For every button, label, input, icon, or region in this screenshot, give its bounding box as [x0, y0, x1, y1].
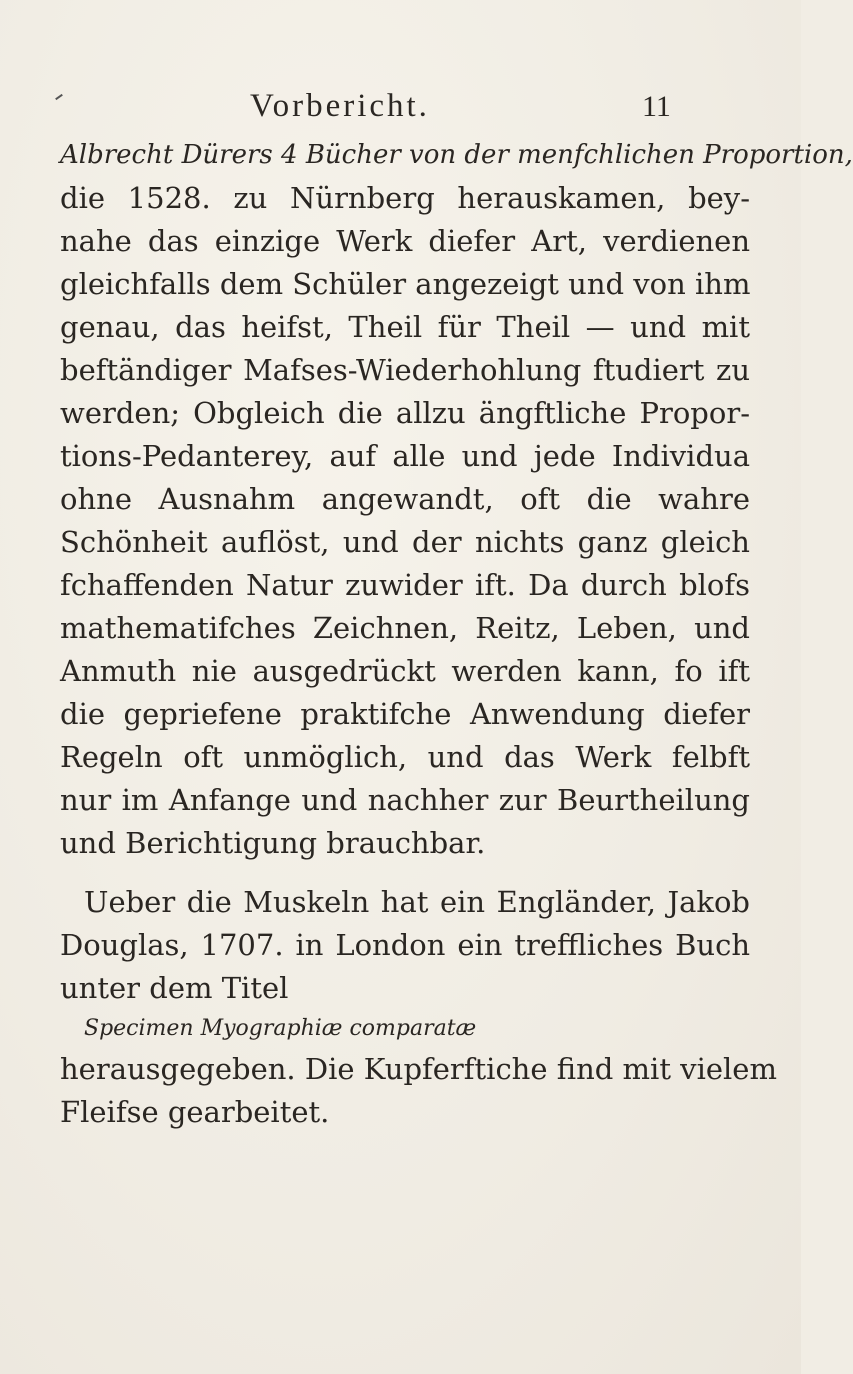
text-line: fchaffenden Natur zuwider ift. Da durch blofs: [60, 568, 750, 602]
text-line: beftändiger Mafses-Wiederhohlung ftudiert zu: [60, 353, 750, 387]
text-line: genau, das heifst, Theil für Theil — und mit: [60, 310, 750, 344]
body-text: [60, 134, 853, 1134]
text-line: Fleifse gearbeitet.: [60, 1095, 330, 1129]
paragraph-gap: [60, 865, 750, 881]
text-line: nur im Anfange und nachher zur Beurtheilung: [60, 783, 750, 817]
page-header: [0, 88, 801, 128]
text-line: Douglas, 1707. in London ein treffliches Buch: [60, 928, 750, 962]
book-title-caption: Specimen Myographiæ comparatæ: [84, 1016, 477, 1041]
text-line: tions-Pedanterey, auf alle und jede Individua: [60, 439, 750, 473]
page-number: 11: [642, 90, 671, 123]
text-line: Regeln oft unmöglich, und das Werk felbft: [60, 740, 750, 774]
text-line: Schönheit auflöst, und der nichts ganz gleich: [60, 525, 750, 559]
text-line: Anmuth nie ausgedrückt werden kann, fo ift: [60, 654, 750, 688]
text-line: ohne Ausnahm angewandt, oft die wahre: [60, 482, 750, 516]
text-line: gleichfalls dem Schüler angezeigt und von ihm: [60, 267, 751, 301]
text-line: nahe das einzige Werk diefer Art, verdienen: [60, 224, 750, 258]
text-line: unter dem Titel: [60, 971, 289, 1005]
text-line: die gepriefene praktifche Anwendung diefer: [60, 697, 750, 731]
text-line: Albrecht Dürers 4 Bücher von der menfchlichen Proportion,: [60, 140, 853, 170]
running-title: Vorbericht.: [250, 88, 430, 124]
text-line: herausgegeben. Die Kupferftiche find mit vielem: [60, 1052, 777, 1086]
text-line: Ueber die Muskeln hat ein Engländer, Jakob: [84, 885, 750, 919]
text-line: die 1528. zu Nürnberg herauskamen, bey-: [60, 181, 750, 215]
text-line: werden; Obgleich die allzu ängftliche Propor-: [60, 396, 750, 430]
text-line: und Berichtigung brauchbar.: [60, 826, 486, 860]
text-line: mathematifches Zeichnen, Reitz, Leben, und: [60, 611, 750, 645]
